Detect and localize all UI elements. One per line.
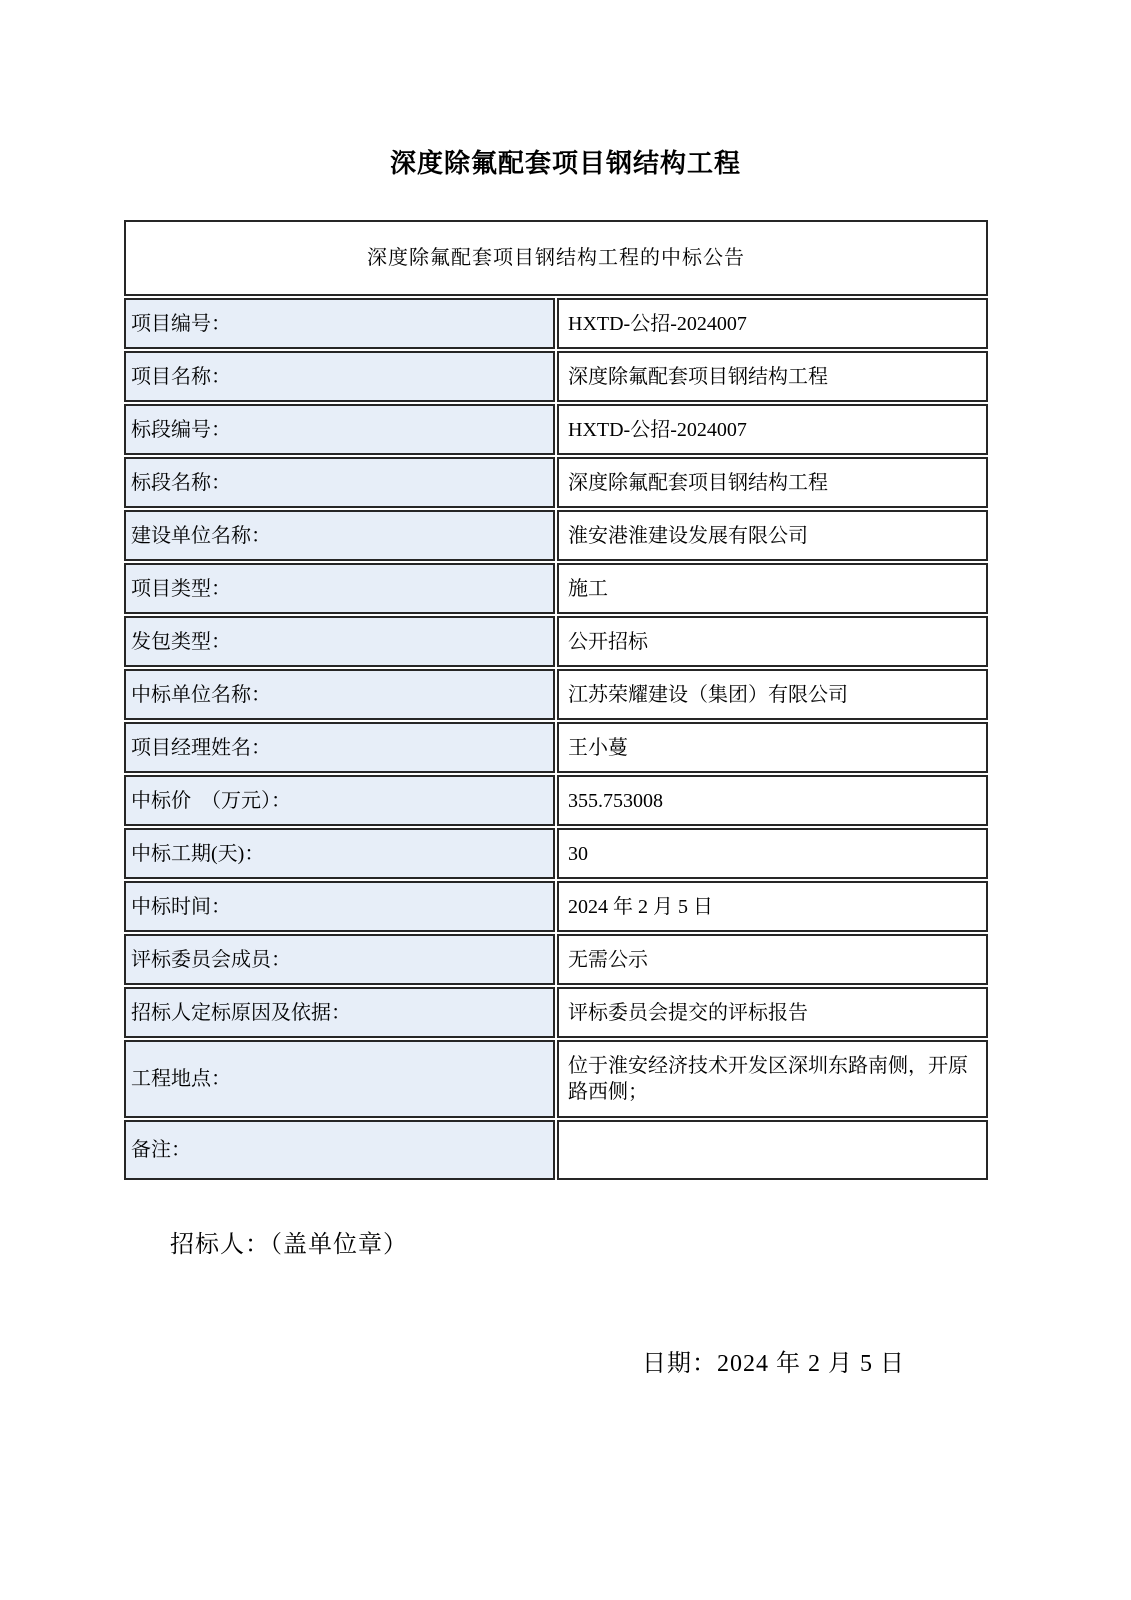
row-label-winning-bidder: 中标单位名称： [124,669,555,720]
row-label-contract-type: 发包类型： [124,616,555,667]
row-label-winning-price: 中标价 （万元）： [124,775,555,826]
table-row [124,457,988,508]
row-value-winning-price: 355.753008 [557,775,988,826]
row-label-duration: 中标工期(天)： [124,828,555,879]
tenderer-signature-line: 招标人：（盖单位章） [170,1232,408,1258]
row-label-project-manager: 项目经理姓名： [124,722,555,773]
row-label-evaluation-committee: 评标委员会成员： [124,934,555,985]
row-label-project-type: 项目类型： [124,563,555,614]
table-row [124,881,988,932]
row-value-section-name: 深度除氟配套项目钢结构工程 [557,457,988,508]
bid-announcement-table [122,218,990,1182]
row-value-contract-type: 公开招标 [557,616,988,667]
table-row [124,828,988,879]
row-value-project-number: HXTD-公招-2024007 [557,298,988,349]
table-row [124,1120,988,1180]
row-label-construction-unit: 建设单位名称： [124,510,555,561]
table-row [124,934,988,985]
date-line: 日期：2024 年 2 月 5 日 [642,1351,905,1377]
row-value-duration: 30 [557,828,988,879]
row-value-evaluation-committee: 无需公示 [557,934,988,985]
row-label-award-reason: 招标人定标原因及依据： [124,987,555,1038]
row-value-award-date: 2024 年 2 月 5 日 [557,881,988,932]
row-label-section-number: 标段编号： [124,404,555,455]
table-row [124,722,988,773]
row-value-construction-unit: 淮安港淮建设发展有限公司 [557,510,988,561]
row-label-award-date: 中标时间： [124,881,555,932]
table-row [124,669,988,720]
row-label-section-name: 标段名称： [124,457,555,508]
row-value-project-type: 施工 [557,563,988,614]
table-row [124,616,988,667]
table-row [124,775,988,826]
row-label-project-number: 项目编号： [124,298,555,349]
row-value-remarks [557,1120,988,1180]
row-value-winning-bidder: 江苏荣耀建设（集团）有限公司 [557,669,988,720]
row-value-project-location: 位于淮安经济技术开发区深圳东路南侧，开原路西侧； [557,1040,988,1118]
table-row [124,1040,988,1118]
row-value-project-manager: 王小蔓 [557,722,988,773]
table-row [124,298,988,349]
row-value-project-name: 深度除氟配套项目钢结构工程 [557,351,988,402]
table-row [124,351,988,402]
table-title: 深度除氟配套项目钢结构工程的中标公告 [124,220,988,296]
table-row [124,404,988,455]
row-label-project-name: 项目名称： [124,351,555,402]
table-row [124,563,988,614]
table-header-row [124,220,988,296]
row-label-project-location: 工程地点： [124,1040,555,1118]
row-value-section-number: HXTD-公招-2024007 [557,404,988,455]
row-value-award-reason: 评标委员会提交的评标报告 [557,987,988,1038]
table-row [124,510,988,561]
table-row [124,987,988,1038]
document-title: 深度除氟配套项目钢结构工程 [389,148,741,178]
row-label-remarks: 备注： [124,1120,555,1180]
